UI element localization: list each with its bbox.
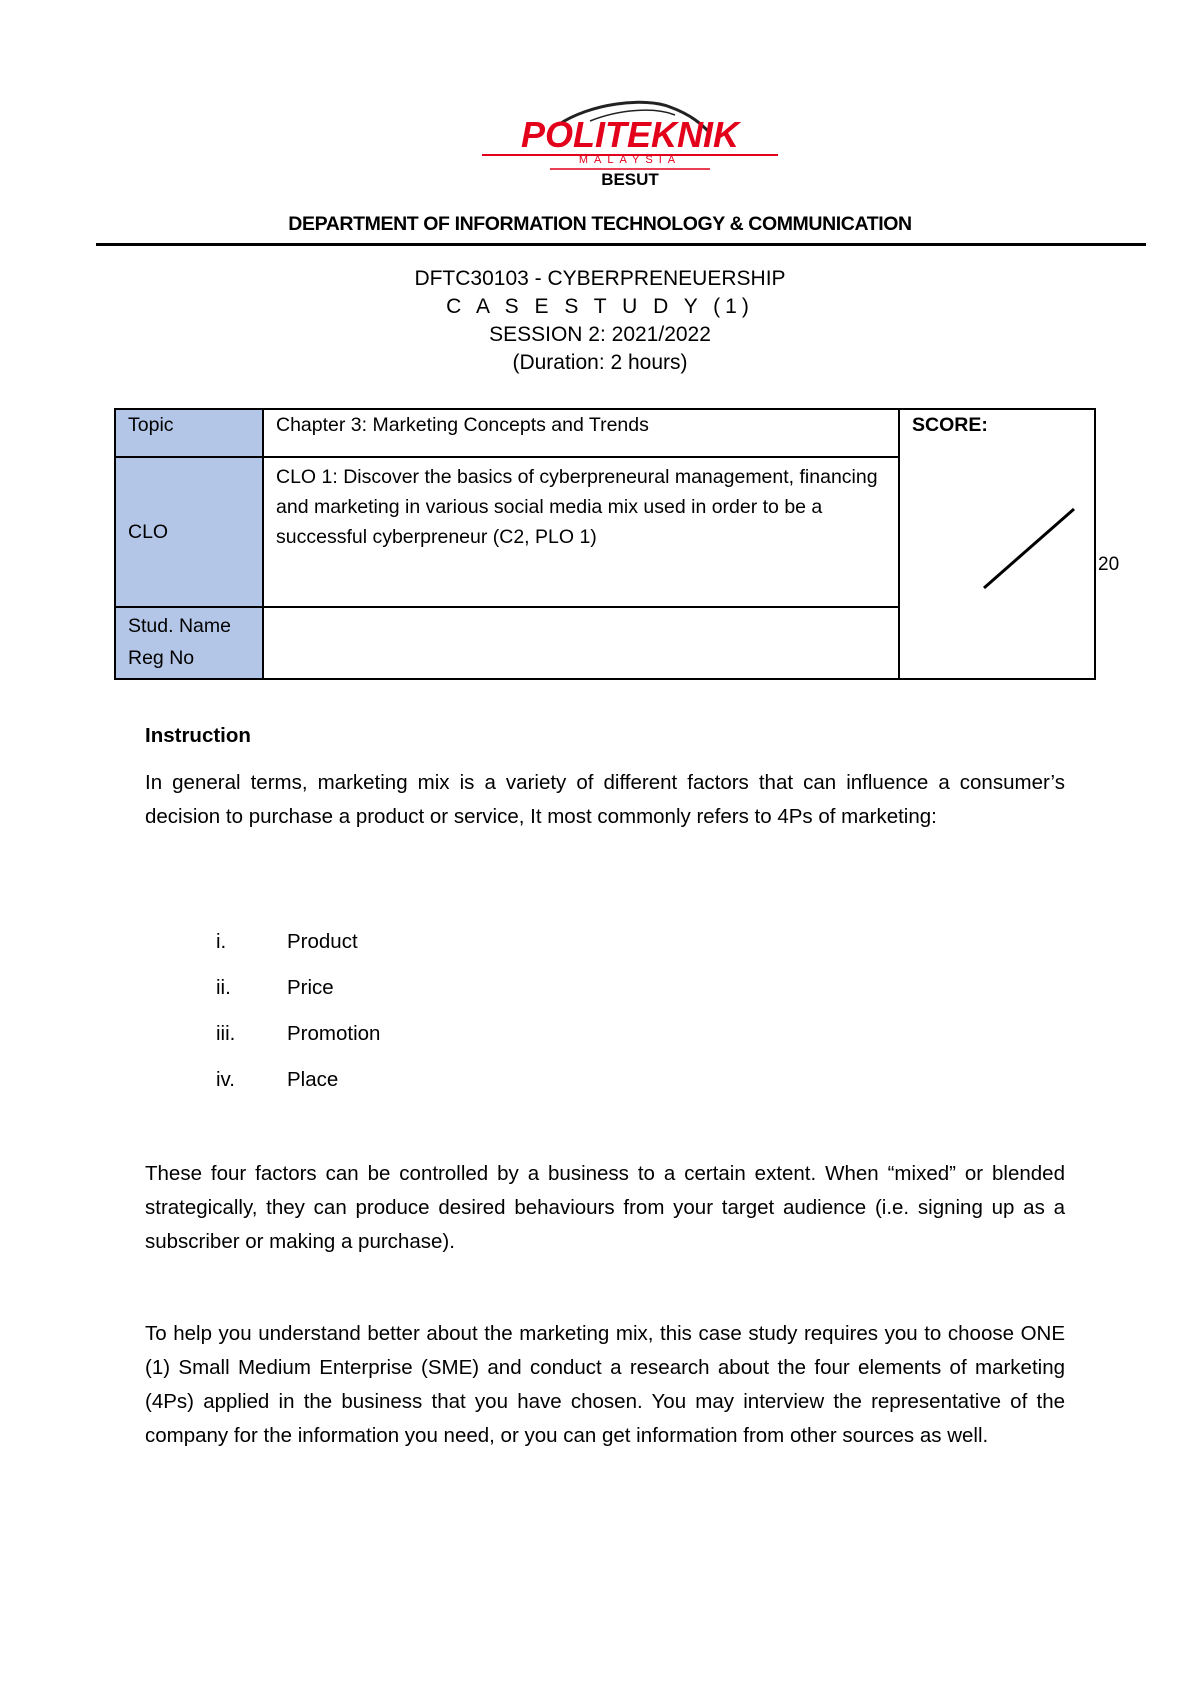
clo-label: CLO [115, 457, 263, 607]
logo-country: MALAYSIA [578, 154, 682, 166]
session-label: SESSION 2: 2021/2022 [489, 323, 711, 346]
list-item-text: Place [287, 1068, 339, 1091]
topic-label: Topic [115, 409, 263, 457]
list-item-text: Price [287, 976, 334, 999]
list-item-number: i. [216, 930, 227, 953]
list-item-number: ii. [216, 976, 231, 999]
paragraph-factors: These four factors can be controlled by a business to a certain extent. When “mixed” or blended strategically, they can produce desired behaviours from your target audience (i.e. signing up as a subscriber or making a purchase). [145, 1162, 1065, 1253]
list-item-text: Product [287, 930, 358, 953]
list-item-number: iv. [216, 1068, 235, 1091]
list-item-text: Promotion [287, 1022, 381, 1045]
score-cell [899, 409, 1120, 679]
case-study-title: C A S E S T U D Y (1) [446, 295, 754, 318]
course-title: DFTC30103 - CYBERPRENEUERSHIP [414, 267, 786, 290]
info-table [114, 408, 1120, 680]
student-name-field[interactable] [263, 607, 899, 679]
reg-no-label: Reg No [128, 647, 195, 669]
clo-value: CLO 1: Discover the basics of cyberpreneural management, financing and marketing in various social media mix used in order to be a successful cyberpreneur (C2, PLO 1) [263, 457, 899, 607]
instruction-intro: In general terms, marketing mix is a variety of different factors that can influence a consumer’s decision to purchase a product or service, It most commonly refers to 4Ps of marketing: [145, 771, 1065, 828]
list-item-number: iii. [216, 1022, 236, 1045]
score-fraction-slash [982, 505, 1092, 590]
topic-value: Chapter 3: Marketing Concepts and Trends [263, 409, 899, 457]
score-max: 20 [1098, 554, 1120, 575]
student-name-label: Stud. Name [128, 615, 231, 637]
header-rule [96, 243, 1146, 246]
instruction-title: Instruction [145, 724, 251, 747]
politeknik-logo [470, 95, 790, 190]
logo-campus: BESUT [601, 170, 659, 189]
student-labels [115, 607, 263, 679]
department-title: DEPARTMENT OF INFORMATION TECHNOLOGY & COMMUNICATION [288, 213, 912, 235]
logo-wordmark: POLITEKNIK [520, 114, 740, 155]
duration-label: (Duration: 2 hours) [512, 351, 688, 374]
paragraph-case-study: To help you understand better about the marketing mix, this case study requires you to choose ONE (1) Small Medium Enterprise (SME) and conduct a research about the four elements of marketing (4Ps) applied in the business that you have chosen. You may interview the representative of the company for the information you need, or you can get information from other sources as well. [145, 1322, 1065, 1447]
score-label: SCORE: [912, 414, 988, 436]
